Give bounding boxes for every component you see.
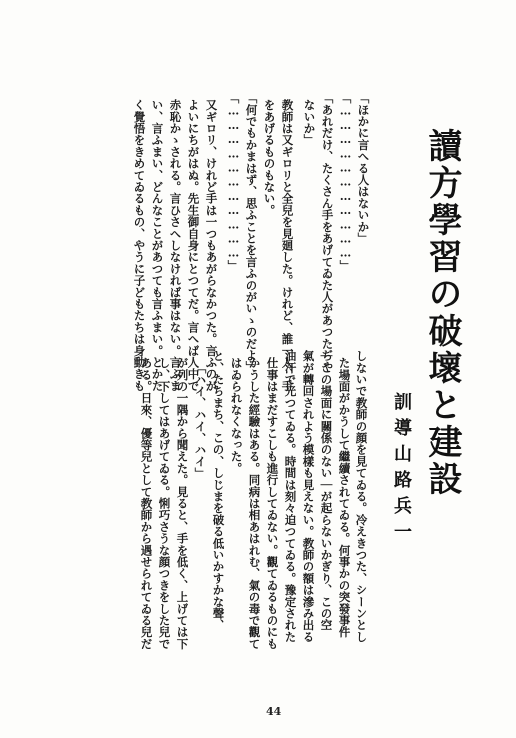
body-column: い、言ふまい、どんなことがあつても言ふまい。とかた [150, 99, 165, 392]
page-number: 44 [266, 705, 282, 718]
body-column: をあげるものもない。 [262, 99, 277, 216]
article-title: 讀方學習の破壞と建設 [422, 128, 462, 498]
body-column: 「……………………………」 [338, 92, 353, 272]
body-column: ないか」 [302, 99, 317, 146]
body-column: 赤恥かゝされる。言ひさへしなければ事はない。言ふま [168, 99, 183, 392]
body-column: しないで教師の顔を見てゐる。冷えきつた、シーンとし [354, 350, 369, 643]
body-column: 「あれだけ、たくさん手をあげてゐた人があつたぢや [320, 92, 335, 373]
body-column: ｜この場面に關係のない｜が起らないかぎり、この空 [319, 350, 334, 631]
body-column: く覺悟をきめてゐるもの、やうに子どもたちは身動きも [132, 99, 147, 392]
body-column: 又ギロリ、けれど手は一つもあがらなかつた。言ふのが [204, 99, 219, 392]
body-column: が列の一隅から聞えた。見ると、手を低く、上げては下 [175, 357, 190, 650]
body-column: 教師は又ギロリと全兒を見廻した。けれど、誰一人、手 [280, 99, 295, 392]
body-column: はゐられなくなった。 [229, 357, 244, 474]
body-column: 「何でもかまはず、思ふことを言ふのがいゝのだよ」 [244, 92, 259, 373]
body-column: し、下してはあげてゐる。悧巧さうな顔つきをした兒で [157, 357, 172, 650]
body-column: 仕事はまだすこしも進行してゐない。觀てゐるものにも [265, 357, 280, 650]
body-column: かうした經驗はある。同病は相あはれむ、氣の毒で觀て [247, 357, 262, 650]
body-column: 「ほかに言へる人はないか」 [356, 92, 371, 245]
body-column: た場面がかうして繼續されてゐる。何事かの突發事件 [337, 357, 352, 638]
body-column: ある。日來、優等兒として教師から遇せられてゐる兒だ [139, 357, 154, 650]
body-column: 「ハイ、ハイ、ハイ」 [193, 362, 208, 479]
body-column: 氣が轉回されよう模樣も見えない。教師の額は滲み出る [301, 350, 316, 643]
body-column: 油汗で光つてゐる。時間は刻々迫つてゐる。豫定された [283, 350, 298, 643]
body-column: と、たちまち、この、しじまを破る低いかすかな聲、 [211, 350, 226, 631]
body-column: 「……………………………」 [226, 92, 241, 272]
body-column: よいにちがはぬ。先生御自身にとつてだ。言へば人中で [186, 99, 201, 392]
article-byline: 訓導山路兵一 [391, 392, 412, 548]
